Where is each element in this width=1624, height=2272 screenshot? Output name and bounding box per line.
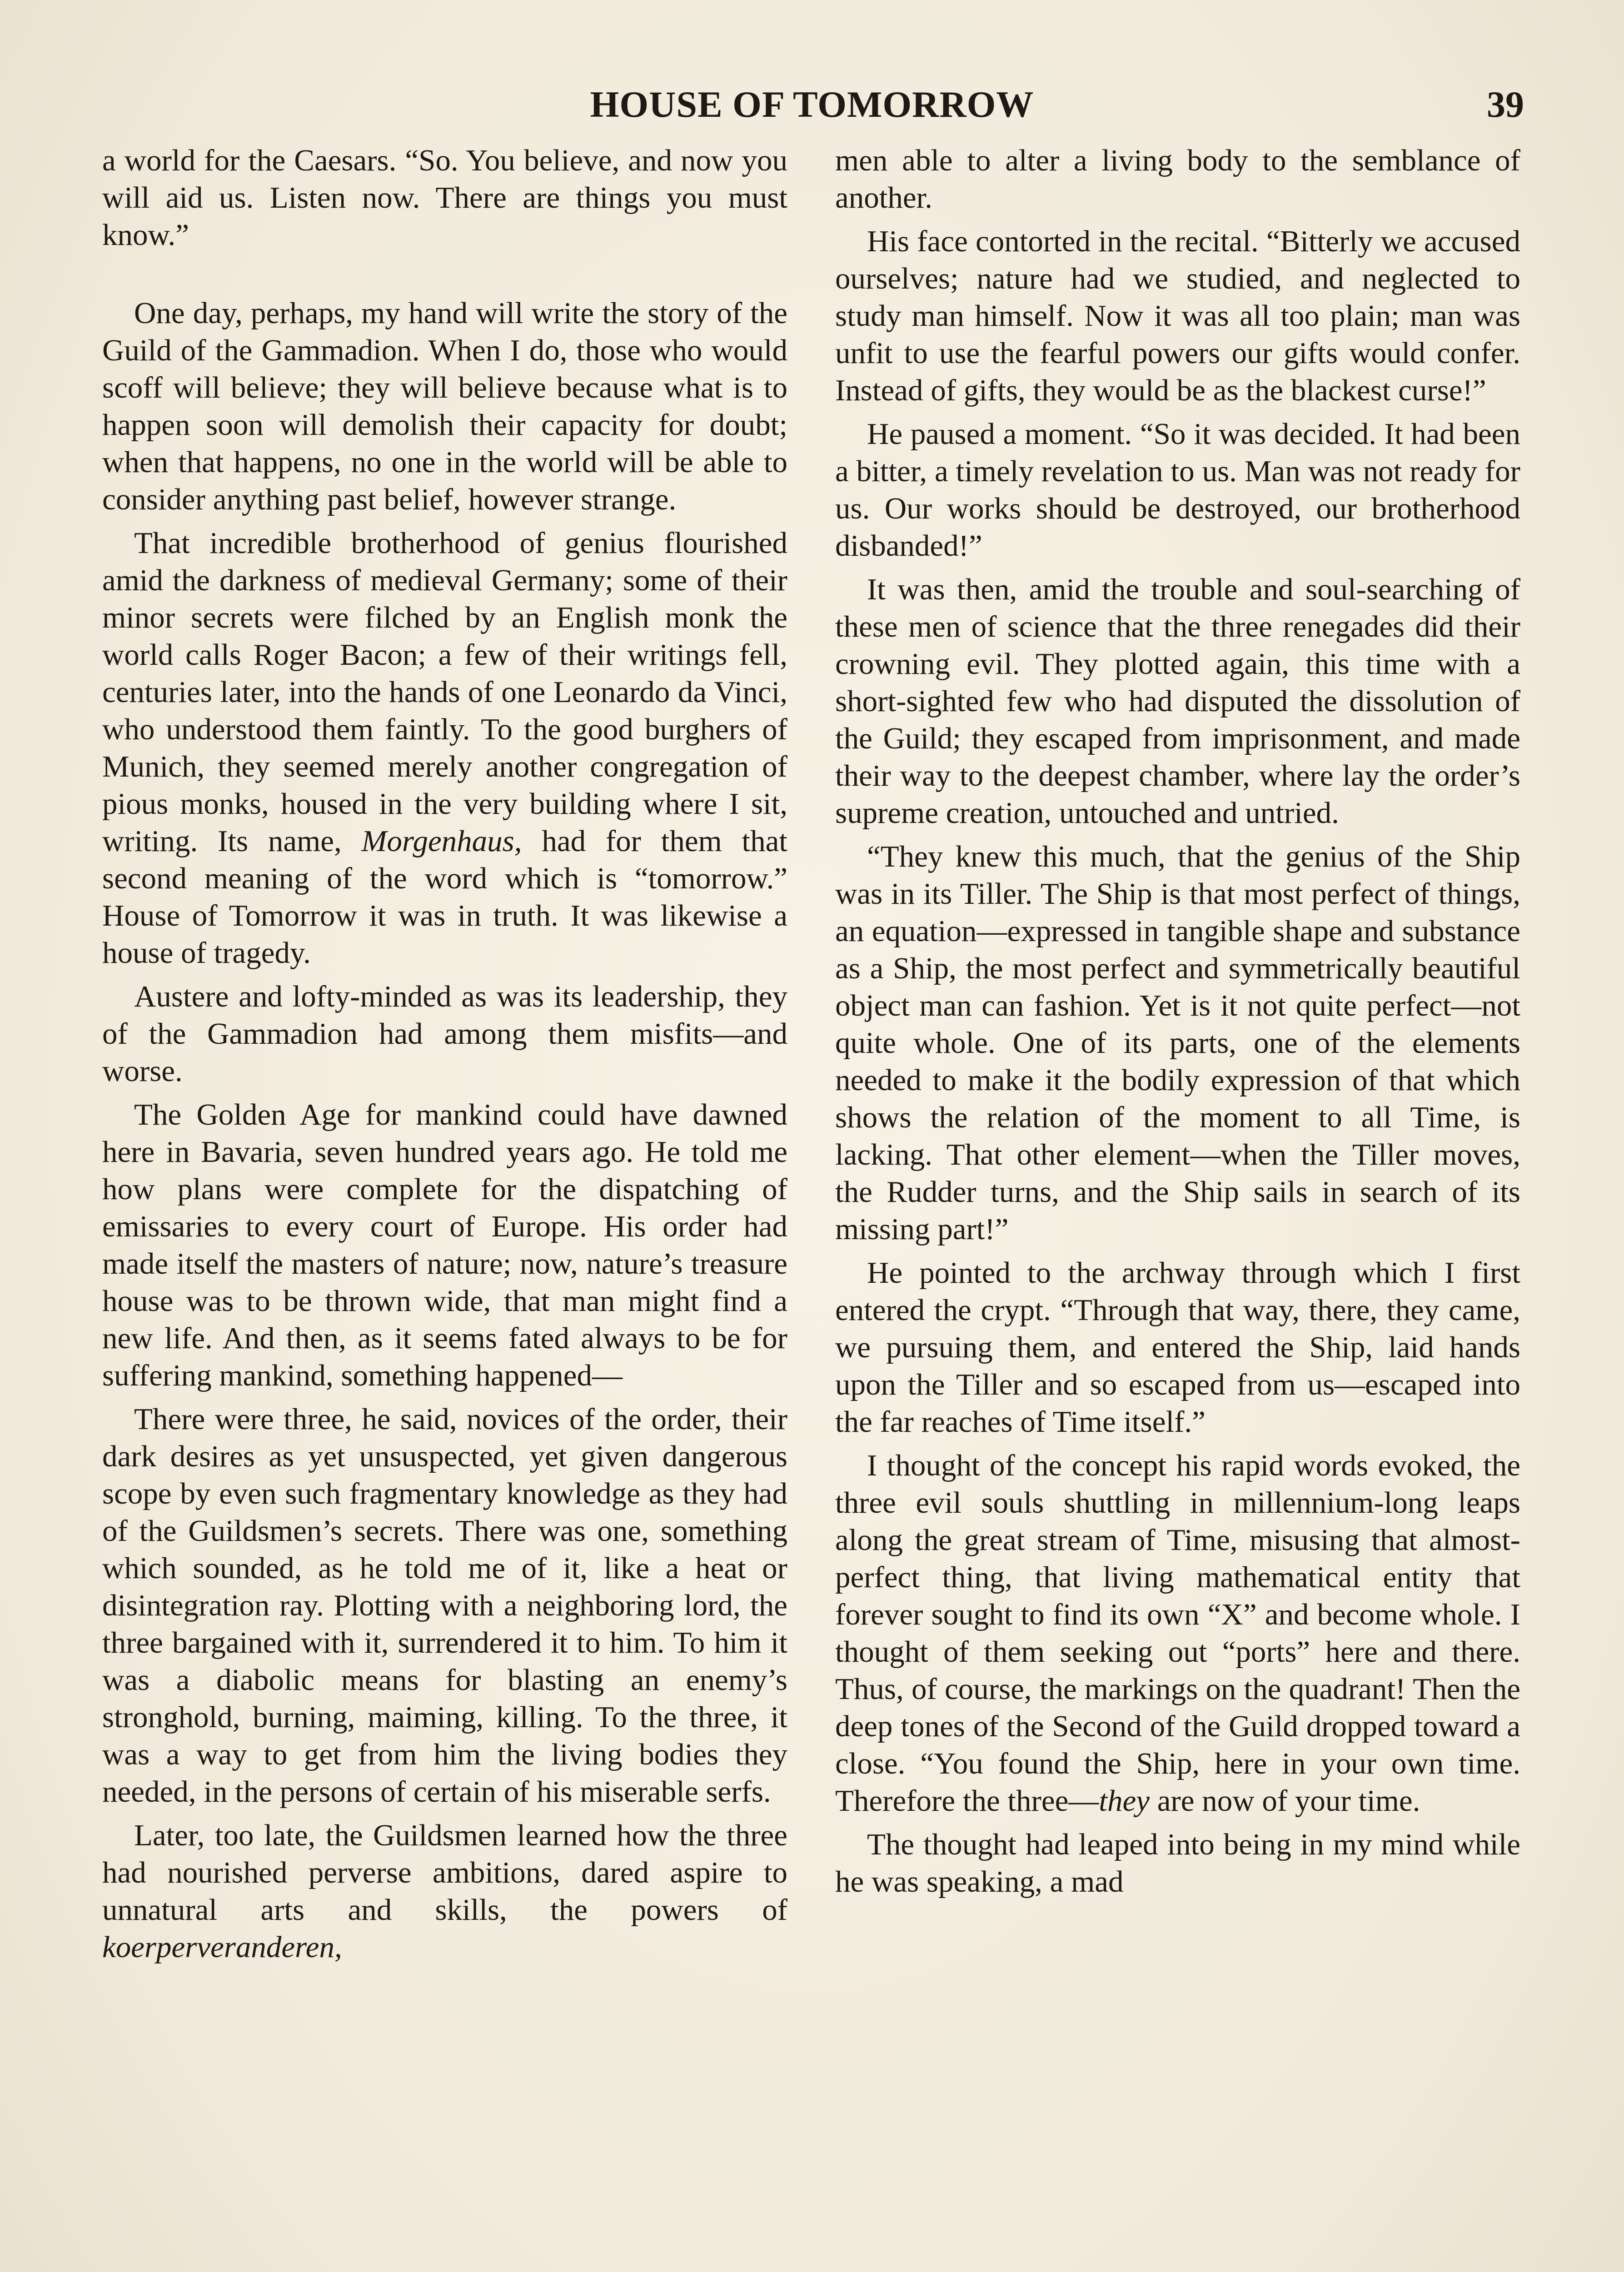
- paragraph-text: Later, too late, the Guildsmen learned how the three had nourished perverse ambitions, dared aspire to unnatural arts and skills, the powers of: [102, 1819, 787, 1927]
- paragraph: The thought had leaped into being in my mind while he was speaking, a mad: [835, 1828, 1520, 1898]
- paragraph: [102, 524, 787, 972]
- paragraph: He pointed to the archway through which I first entered the crypt. “Through that way, there, they came, we pursuing them, and entered the Ship, laid hands upon the Tiller and so escaped from us—escaped into the far reaches of Time itself.”: [835, 1256, 1520, 1439]
- paragraph: a world for the Caesars. “So. You believe, and now you will aid us. Listen now. There are things you must know.”: [102, 144, 787, 252]
- left-column: [102, 142, 787, 2272]
- paragraph: [102, 1817, 787, 1966]
- paragraph-text: That incredible brotherhood of genius flourished amid the darkness of medieval Germany; some of their minor secrets were filched by an English monk the world calls Roger Bacon; a few of their writings fell, centuries later, into the hands of one Leonardo da Vinci, who understood them faintly. To the good burghers of Munich, they seemed merely another congregation of pious monks, housed in the very building where I sit, writing. Its name,: [102, 526, 787, 858]
- italic-term: koerperveranderen,: [102, 1930, 342, 1964]
- running-head: HOUSE OF TOMORROW: [590, 84, 1034, 125]
- paragraph: The Golden Age for mankind could have dawned here in Bavaria, seven hundred years ago. He told me how plans were complete for the dispatching of emissaries to every court of Europe. His order had made itself the masters of nature; now, nature’s treasure house was to be thrown wide, that man might find a new life. And then, as it seems fated always to be for suffering mankind, something happened—: [102, 1098, 787, 1392]
- right-column: [835, 142, 1520, 2272]
- paragraph: men able to alter a living body to the semblance of another.: [835, 144, 1520, 214]
- paragraph: He paused a moment. “So it was decided. It had been a bitter, a timely revelation to us. Man was not ready for us. Our works should be destroyed, our brotherhood disbanded!”: [835, 417, 1520, 563]
- paragraph: One day, perhaps, my hand will write the story of the Guild of the Gammadion. When I do, those who would scoff will believe; they will believe because what is to happen soon will demolish their capacity for doubt; when that happens, no one in the world will be able to consider anything past belief, however strange.: [102, 296, 787, 516]
- paragraph: There were three, he said, novices of the order, their dark desires as yet unsuspected, yet given dangerous scope by even such fragmentary knowledge as they had of the Guildsmen’s secrets. There was one, something which sounded, as he told me of it, like a heat or disintegration ray. Plotting with a neighboring lord, the three bargained with it, surrendered it to him. To him it was a diabolic means for blasting an enemy’s stronghold, burning, maiming, killing. To the three, it was a way to get from him the living bodies they needed, in the persons of certain of his miserable serfs.: [102, 1402, 787, 1809]
- paragraph: “They knew this much, that the genius of the Ship was in its Tiller. The Ship is that most perfect of things, an equation—expressed in tangible shape and substance as a Ship, the most perfect and symmetrically beautiful object man can fashion. Yet is it not quite perfect—not quite whole. One of its parts, one of the elements needed to make it the bodily expression of that which shows the relation of the moment to all Time, is lacking. That other element—when the Tiller moves, the Rudder turns, and the Ship sails in search of its missing part!”: [835, 840, 1520, 1246]
- paragraph: [835, 1447, 1520, 1819]
- paragraph: His face contorted in the recital. “Bitterly we accused ourselves; nature had we studied, and neglected to study man himself. Now it was all too plain; man was unfit to use the fearful powers our gifts would confer. Instead of gifts, they would be as the blackest curse!”: [835, 224, 1520, 407]
- italic-term: Morgenhaus,: [361, 824, 522, 858]
- italic-word: they: [1099, 1784, 1150, 1818]
- page-number: 39: [1487, 84, 1524, 125]
- page-header: [100, 77, 1524, 132]
- paragraph: Austere and lofty-minded as was its leadership, they of the Gammadion had among them misfits—and worse.: [102, 980, 787, 1088]
- paragraph-text: had for them that second meaning of the word which is “tomorrow.” House of Tomorrow it was in truth. It was likewise a house of tragedy.: [102, 824, 787, 970]
- paragraph-text: I thought of the concept his rapid words evoked, the three evil souls shuttling in millennium-long leaps along the great stream of Time, misusing that almost-perfect thing, that living mathematical entity that forever sought to find its own “X” and become whole. I thought of them seeking out “ports” here and there. Thus, of course, the markings on the quadrant! Then the deep tones of the Second of the Guild dropped toward a close. “You found the Ship, here in your own time. Therefore the three—: [835, 1449, 1520, 1818]
- paragraph: It was then, amid the trouble and soul-searching of these men of science that the three renegades did their crowning evil. They plotted again, this time with a short-sighted few who had disputed the dissolution of the Guild; they escaped from imprisonment, and made their way to the deepest chamber, where lay the order’s supreme creation, untouched and untried.: [835, 573, 1520, 830]
- paragraph-text: are now of your time.: [1157, 1784, 1420, 1818]
